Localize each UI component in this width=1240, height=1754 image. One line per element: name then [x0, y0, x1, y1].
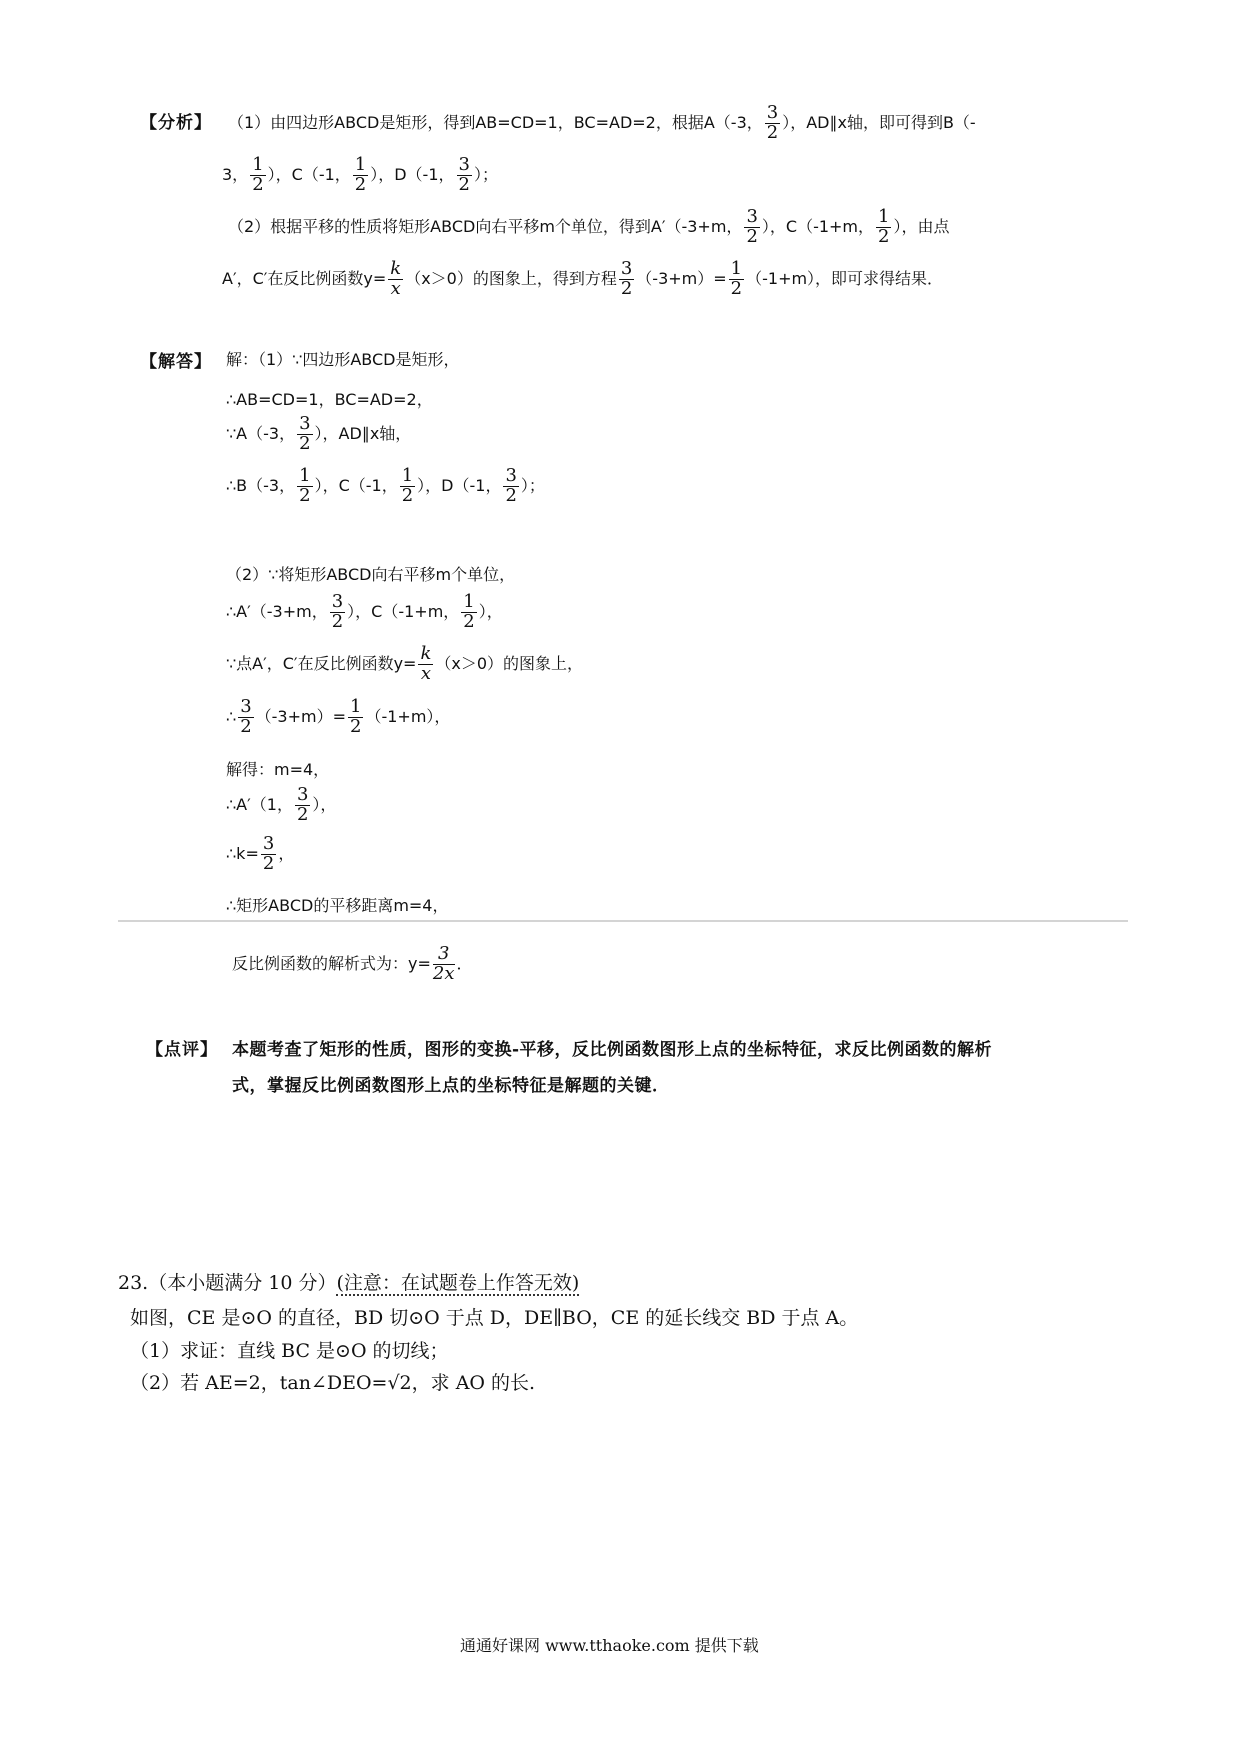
text: ，求 AO 的长.: [411, 1372, 536, 1394]
denominator: 2: [878, 225, 890, 247]
text: （x＞0）的图象上，得到方程: [405, 268, 617, 288]
fraction: [297, 467, 312, 506]
denominator: 2: [299, 484, 311, 506]
answer-tag: 【解答】: [140, 352, 212, 372]
divider: [118, 920, 1128, 922]
text: ），: [478, 601, 503, 621]
answer-line-1: 解：（1）∵四边形ABCD是矩形，: [226, 350, 460, 369]
fraction: [765, 104, 780, 143]
denominator: 2: [458, 173, 470, 195]
numerator: 3: [433, 945, 455, 965]
text: （2）根据平移的性质将矩形ABCD向右平移m个单位，得到A′（-3+m，: [228, 216, 743, 236]
answer-line-3: [226, 415, 411, 454]
numerator: k: [390, 258, 402, 279]
denominator: 2: [766, 121, 779, 143]
numerator: 3: [505, 465, 517, 486]
text: （x＞0）的图象上，: [435, 653, 584, 673]
text: （1）由四边形ABCD是矩形，得到AB=CD=1，BC=AD=2，根据A（-3，: [228, 112, 763, 132]
fraction: [238, 698, 253, 737]
fraction: [297, 415, 312, 454]
text: 反比例函数的解析式为：y=: [232, 953, 431, 973]
question-note: (注意：在试题卷上作答无效): [336, 1272, 580, 1294]
comment-line-2: 式，掌握反比例函数图形上点的坐标特征是解题的关键．: [232, 1076, 670, 1096]
answer-line-12: ∴矩形ABCD的平移距离m=4，: [226, 896, 449, 915]
text: ，: [278, 843, 295, 863]
question-number: 23.（本小题满分 10 分）: [118, 1272, 337, 1294]
answer-line-11: [226, 835, 294, 874]
numerator: 3: [262, 833, 275, 854]
denominator: 2: [240, 715, 252, 737]
text: （-3+m）=: [636, 268, 727, 288]
comment-line-1: 本题考查了矩形的性质，图形的变换-平移，反比例函数图形上点的坐标特征，求反比例函数的解析: [232, 1040, 993, 1060]
text: ∵点A′，C′在反比例函数y=: [226, 653, 417, 673]
numerator: 1: [350, 696, 362, 717]
denominator: 2: [746, 225, 758, 247]
fraction: [433, 945, 455, 984]
numerator: 1: [299, 465, 311, 486]
fraction: [353, 156, 368, 195]
text: ），由点: [893, 216, 950, 236]
text: ），C（-1，: [267, 164, 351, 184]
fraction: [457, 156, 472, 195]
denominator: 2: [505, 484, 517, 506]
denominator: 2: [262, 852, 275, 874]
numerator: 1: [401, 465, 414, 486]
text: ．: [456, 953, 473, 973]
text: ），AD∥x轴，: [314, 423, 412, 443]
text: ∵A（-3，: [226, 423, 296, 443]
denominator: 2: [401, 484, 414, 506]
comment-tag: 【点评】: [146, 1040, 218, 1060]
denominator: x: [390, 277, 401, 299]
question-23-header: [118, 1268, 579, 1295]
fraction: [619, 260, 634, 299]
numerator: 1: [252, 154, 264, 175]
answer-line-13: [232, 945, 473, 984]
text: ）；: [473, 164, 498, 184]
analysis-line-3: [228, 208, 949, 247]
footer-text: 通通好课网 www.tthaoke.com 提供下载: [460, 1636, 759, 1655]
answer-line-9: 解得：m=4，: [226, 760, 330, 779]
denominator: 2: [296, 803, 309, 825]
fraction: [503, 467, 518, 506]
denominator: 2: [331, 610, 344, 632]
answer-line-10: [226, 786, 336, 825]
denominator: 2: [730, 277, 743, 299]
numerator: k: [420, 643, 432, 664]
denominator: 2x: [432, 962, 455, 984]
answer-line-7: [226, 645, 583, 684]
numerator: 3: [458, 154, 470, 175]
numerator: 1: [730, 258, 743, 279]
fraction: [729, 260, 744, 299]
sqrt-expression: √2: [387, 1372, 412, 1394]
question-23-stem: 如图，CE 是⊙O 的直径，BD 切⊙O 于点 D，DE∥BO，CE 的延长线交 BD 于点 A。: [130, 1307, 859, 1329]
text: ∴A′（1，: [226, 794, 293, 814]
text: ），: [312, 794, 337, 814]
answer-line-8: [226, 698, 450, 737]
text: ∴: [226, 706, 237, 726]
text: ），C（-1，: [314, 475, 398, 495]
denominator: 2: [354, 173, 367, 195]
text: ）；: [520, 475, 545, 495]
text: （-1+m），: [365, 706, 451, 726]
analysis-line-2: [222, 156, 498, 195]
fraction: [876, 208, 891, 247]
numerator: 1: [463, 591, 475, 612]
fraction: [295, 786, 310, 825]
fraction: [461, 593, 476, 632]
text: ），D（-1，: [417, 475, 502, 495]
text: ），AD∥x轴，即可得到B（-: [782, 112, 976, 132]
numerator: 3: [620, 258, 633, 279]
analysis-tag: 【分析】: [140, 113, 212, 133]
fraction: [400, 467, 415, 506]
answer-line-5: （2）∵将矩形ABCD向右平移m个单位，: [226, 565, 516, 584]
denominator: 2: [252, 173, 264, 195]
text: ），D（-1，: [370, 164, 455, 184]
denominator: 2: [463, 610, 475, 632]
question-23-part-2: [130, 1368, 535, 1395]
question-23-part-1: （1）求证：直线 BC 是⊙O 的切线；: [130, 1340, 449, 1362]
text: （2）若 AE=2，tan∠DEO=: [130, 1372, 388, 1394]
analysis-line-4: [222, 260, 943, 299]
denominator: 2: [299, 432, 311, 454]
fraction: [330, 593, 345, 632]
fraction: [744, 208, 759, 247]
text: ∴k=: [226, 843, 259, 863]
numerator: 3: [240, 696, 252, 717]
denominator: 2: [350, 715, 362, 737]
text: ∴B（-3，: [226, 475, 296, 495]
numerator: 3: [299, 413, 311, 434]
analysis-line-1: [228, 104, 976, 143]
text: ），C（-1+m，: [347, 601, 460, 621]
numerator: 1: [878, 206, 890, 227]
numerator: 3: [746, 206, 758, 227]
text: A′，C′在反比例函数y=: [222, 268, 387, 288]
text: （-3+m）=: [255, 706, 346, 726]
numerator: 3: [766, 102, 779, 123]
answer-line-4: [226, 467, 545, 506]
text: 3，: [222, 164, 249, 184]
fraction: [348, 698, 363, 737]
text: （-1+m），即可求得结果．: [746, 268, 944, 288]
numerator: 3: [296, 784, 309, 805]
text: ），C（-1+m，: [761, 216, 875, 236]
answer-line-2: ∴AB=CD=1，BC=AD=2，: [226, 390, 433, 409]
fraction: [250, 156, 265, 195]
numerator: 1: [354, 154, 367, 175]
denominator: 2: [620, 277, 633, 299]
denominator: x: [420, 662, 431, 684]
numerator: 3: [331, 591, 344, 612]
fraction: [418, 645, 433, 684]
fraction: [388, 260, 403, 299]
answer-line-6: [226, 593, 503, 632]
fraction: [261, 835, 276, 874]
text: ∴A′（-3+m，: [226, 601, 328, 621]
